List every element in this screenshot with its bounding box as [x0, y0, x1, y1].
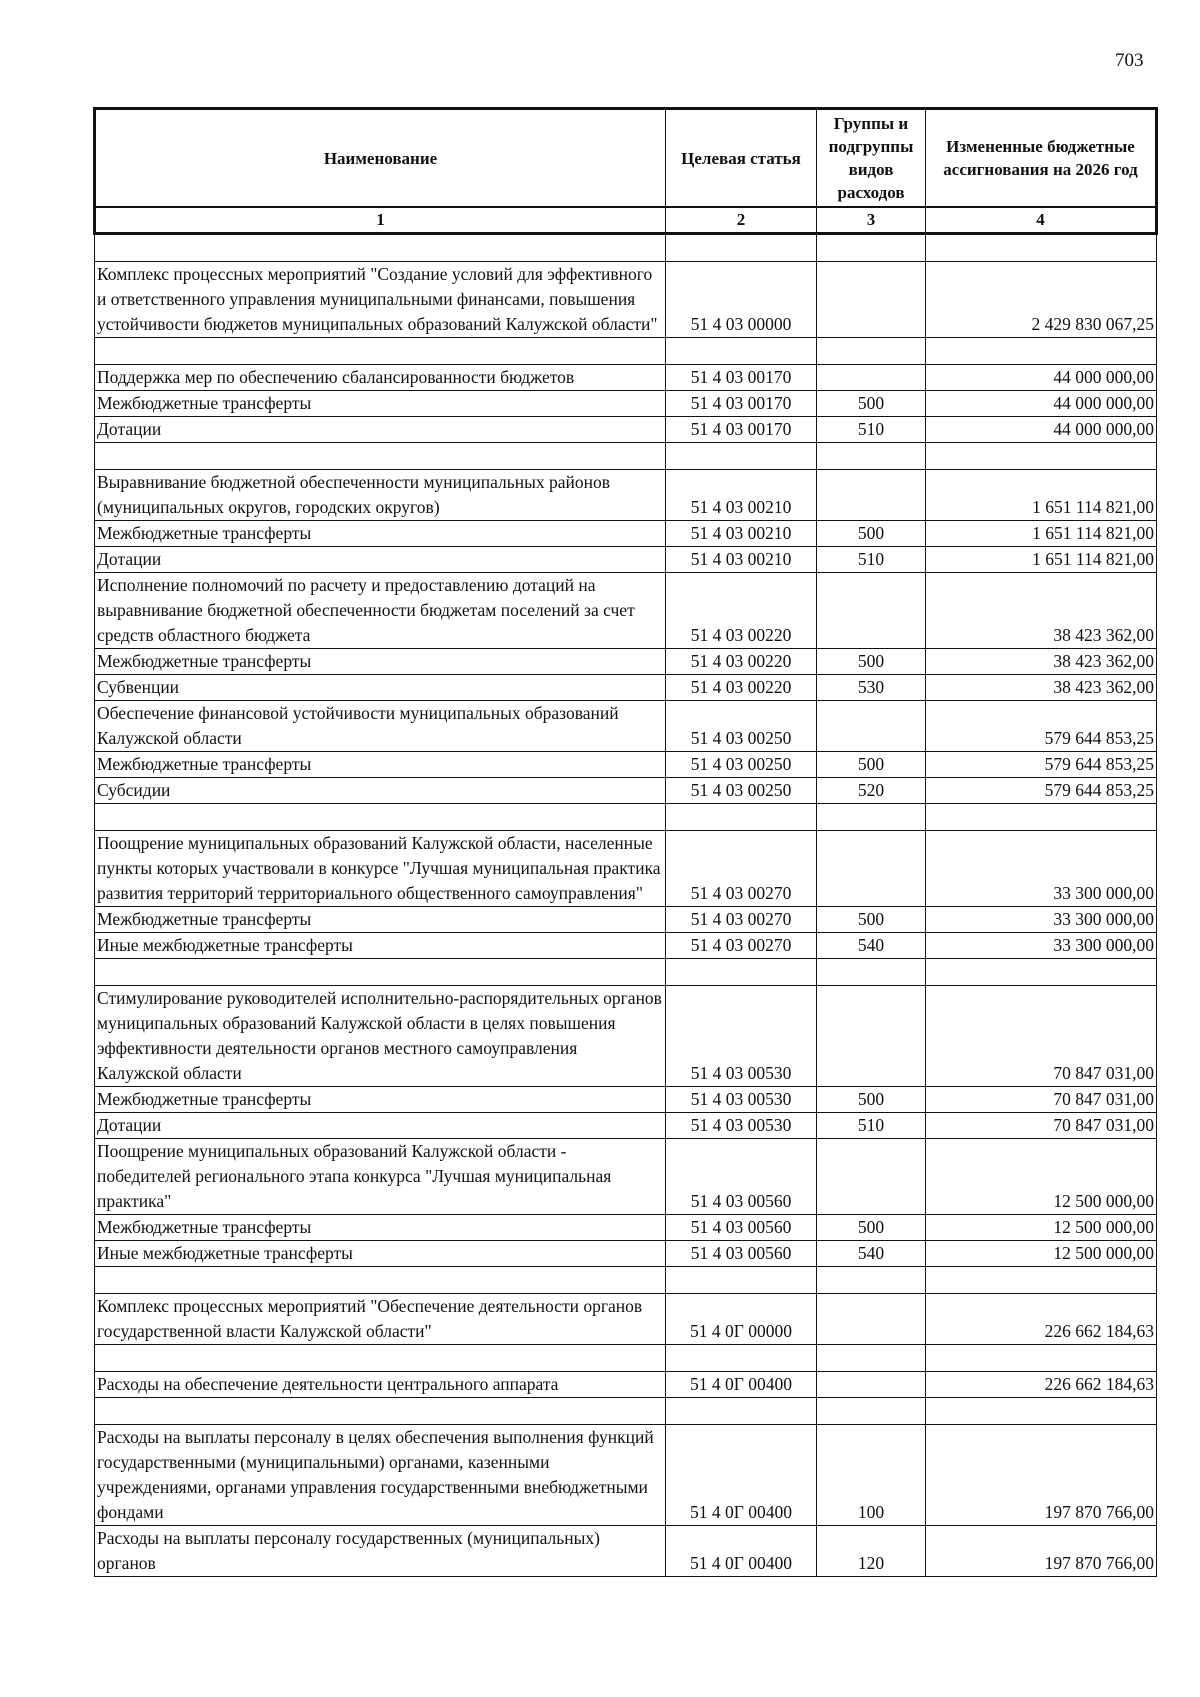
row-target-article: 51 4 03 00250	[666, 701, 817, 752]
row-amount: 226 662 184,63	[926, 1294, 1157, 1345]
row-name: Комплекс процессных мероприятий "Создание условий для эффективного и ответственного управления муниципальными финансами, повышения устойчивости бюджетов муниципальных образований Калужской области"	[95, 262, 666, 338]
table-row	[95, 1425, 1157, 1526]
row-target-article: 51 4 03 00530	[666, 986, 817, 1087]
row-expense-group: 500	[817, 752, 926, 778]
row-spacer	[95, 1398, 1157, 1425]
row-name: Поощрение муниципальных образований Калужской области, населенные пункты которых участвовали в конкурсе "Лучшая муниципальная практика развития территорий территориального общественного самоуправления"	[95, 831, 666, 907]
row-amount: 226 662 184,63	[926, 1372, 1157, 1398]
row-name: Выравнивание бюджетной обеспеченности муниципальных районов (муниципальных округов, городских округов)	[95, 470, 666, 521]
spacer-cell	[926, 234, 1157, 262]
row-name: Комплекс процессных мероприятий "Обеспечение деятельности органов государственной власти Калужской области"	[95, 1294, 666, 1345]
row-name: Межбюджетные трансферты	[95, 907, 666, 933]
table-row	[95, 933, 1157, 959]
row-name: Исполнение полномочий по расчету и предоставлению дотаций на выравнивание бюджетной обеспеченности бюджетам поселений за счет средств областного бюджета	[95, 573, 666, 649]
row-expense-group: 500	[817, 649, 926, 675]
row-target-article: 51 4 03 00210	[666, 547, 817, 573]
table-row	[95, 1087, 1157, 1113]
row-expense-group: 100	[817, 1425, 926, 1526]
table-row	[95, 470, 1157, 521]
spacer-cell	[817, 1398, 926, 1425]
spacer-cell	[926, 338, 1157, 365]
spacer-cell	[95, 234, 666, 262]
row-amount: 1 651 114 821,00	[926, 521, 1157, 547]
table-row	[95, 573, 1157, 649]
row-expense-group	[817, 986, 926, 1087]
row-amount: 12 500 000,00	[926, 1241, 1157, 1267]
row-expense-group	[817, 365, 926, 391]
header-allocations: Измененные бюджетные ассигнования на 2026 год	[926, 109, 1157, 208]
header-name: Наименование	[95, 109, 666, 208]
row-target-article: 51 4 03 00210	[666, 521, 817, 547]
table-row	[95, 391, 1157, 417]
row-amount: 12 500 000,00	[926, 1215, 1157, 1241]
header-target-article: Целевая статья	[666, 109, 817, 208]
row-name: Межбюджетные трансферты	[95, 1215, 666, 1241]
table-row	[95, 986, 1157, 1087]
spacer-cell	[95, 338, 666, 365]
row-expense-group: 500	[817, 391, 926, 417]
row-expense-group: 120	[817, 1526, 926, 1577]
row-spacer	[95, 1345, 1157, 1372]
spacer-cell	[817, 234, 926, 262]
spacer-cell	[817, 1267, 926, 1294]
spacer-cell	[817, 338, 926, 365]
row-expense-group	[817, 701, 926, 752]
row-expense-group	[817, 573, 926, 649]
row-amount: 12 500 000,00	[926, 1139, 1157, 1215]
row-target-article: 51 4 03 00250	[666, 752, 817, 778]
row-name: Межбюджетные трансферты	[95, 391, 666, 417]
row-target-article: 51 4 03 00530	[666, 1113, 817, 1139]
row-name: Дотации	[95, 1113, 666, 1139]
row-amount: 2 429 830 067,25	[926, 262, 1157, 338]
row-expense-group: 500	[817, 1215, 926, 1241]
budget-table	[93, 107, 1158, 1577]
table-row	[95, 1139, 1157, 1215]
row-name: Дотации	[95, 547, 666, 573]
row-expense-group: 510	[817, 547, 926, 573]
table-row	[95, 701, 1157, 752]
row-target-article: 51 4 03 00220	[666, 573, 817, 649]
spacer-cell	[817, 1345, 926, 1372]
spacer-cell	[666, 804, 817, 831]
row-amount: 44 000 000,00	[926, 417, 1157, 443]
row-name: Расходы на обеспечение деятельности центрального аппарата	[95, 1372, 666, 1398]
table-header	[95, 109, 1157, 234]
spacer-cell	[926, 804, 1157, 831]
row-name: Иные межбюджетные трансферты	[95, 1241, 666, 1267]
row-amount: 44 000 000,00	[926, 365, 1157, 391]
spacer-cell	[926, 1345, 1157, 1372]
row-amount: 33 300 000,00	[926, 907, 1157, 933]
row-amount: 197 870 766,00	[926, 1526, 1157, 1577]
row-name: Межбюджетные трансферты	[95, 521, 666, 547]
spacer-cell	[666, 1267, 817, 1294]
row-name: Межбюджетные трансферты	[95, 649, 666, 675]
table-row	[95, 831, 1157, 907]
row-name: Межбюджетные трансферты	[95, 1087, 666, 1113]
row-target-article: 51 4 03 00210	[666, 470, 817, 521]
row-amount: 38 423 362,00	[926, 573, 1157, 649]
row-target-article: 51 4 03 00270	[666, 933, 817, 959]
row-spacer	[95, 1267, 1157, 1294]
row-target-article: 51 4 03 00560	[666, 1241, 817, 1267]
row-name: Обеспечение финансовой устойчивости муниципальных образований Калужской области	[95, 701, 666, 752]
row-target-article: 51 4 03 00270	[666, 907, 817, 933]
table-row	[95, 907, 1157, 933]
row-amount: 1 651 114 821,00	[926, 470, 1157, 521]
row-expense-group: 510	[817, 417, 926, 443]
row-name: Расходы на выплаты персоналу государственных (муниципальных) органов	[95, 1526, 666, 1577]
row-amount: 38 423 362,00	[926, 675, 1157, 701]
spacer-cell	[95, 1267, 666, 1294]
row-name: Межбюджетные трансферты	[95, 752, 666, 778]
spacer-cell	[95, 1398, 666, 1425]
row-name: Субсидии	[95, 778, 666, 804]
spacer-cell	[926, 443, 1157, 470]
row-target-article: 51 4 03 00220	[666, 649, 817, 675]
spacer-cell	[95, 804, 666, 831]
table-row	[95, 778, 1157, 804]
row-name: Поощрение муниципальных образований Калужской области - победителей регионального этапа конкурса "Лучшая муниципальная практика"	[95, 1139, 666, 1215]
row-target-article: 51 4 03 00560	[666, 1139, 817, 1215]
spacer-cell	[926, 1398, 1157, 1425]
row-expense-group	[817, 831, 926, 907]
row-name: Поддержка мер по обеспечению сбалансированности бюджетов	[95, 365, 666, 391]
row-expense-group	[817, 1294, 926, 1345]
row-target-article: 51 4 03 00170	[666, 365, 817, 391]
row-target-article: 51 4 03 00170	[666, 391, 817, 417]
row-amount: 579 644 853,25	[926, 752, 1157, 778]
row-spacer	[95, 804, 1157, 831]
row-expense-group: 520	[817, 778, 926, 804]
row-target-article: 51 4 03 00000	[666, 262, 817, 338]
row-expense-group	[817, 1372, 926, 1398]
header-expense-groups: Группы и подгруппы видов расходов	[817, 109, 926, 208]
row-name: Иные межбюджетные трансферты	[95, 933, 666, 959]
row-target-article: 51 4 0Г 00400	[666, 1526, 817, 1577]
table-row	[95, 262, 1157, 338]
row-amount: 70 847 031,00	[926, 1087, 1157, 1113]
row-expense-group: 500	[817, 521, 926, 547]
row-target-article: 51 4 03 00270	[666, 831, 817, 907]
row-amount: 70 847 031,00	[926, 1113, 1157, 1139]
row-expense-group: 530	[817, 675, 926, 701]
header-num-2: 2	[666, 207, 817, 234]
row-expense-group: 540	[817, 1241, 926, 1267]
row-expense-group	[817, 1139, 926, 1215]
row-expense-group: 500	[817, 907, 926, 933]
spacer-cell	[817, 959, 926, 986]
table-row	[95, 1294, 1157, 1345]
row-target-article: 51 4 0Г 00000	[666, 1294, 817, 1345]
table-row	[95, 1215, 1157, 1241]
row-expense-group	[817, 262, 926, 338]
row-target-article: 51 4 03 00530	[666, 1087, 817, 1113]
table-row	[95, 417, 1157, 443]
row-amount: 579 644 853,25	[926, 778, 1157, 804]
row-amount: 44 000 000,00	[926, 391, 1157, 417]
row-name: Субвенции	[95, 675, 666, 701]
row-amount: 38 423 362,00	[926, 649, 1157, 675]
row-spacer	[95, 959, 1157, 986]
spacer-cell	[666, 234, 817, 262]
row-target-article: 51 4 0Г 00400	[666, 1425, 817, 1526]
row-name: Дотации	[95, 417, 666, 443]
row-name: Расходы на выплаты персоналу в целях обеспечения выполнения функций государственными (муниципальными) органами, казенными учреждениями, органами управления государственными внебюджетными фондами	[95, 1425, 666, 1526]
row-expense-group: 540	[817, 933, 926, 959]
spacer-cell	[95, 443, 666, 470]
row-target-article: 51 4 03 00170	[666, 417, 817, 443]
header-num-4: 4	[926, 207, 1157, 234]
table-row	[95, 1241, 1157, 1267]
row-expense-group: 500	[817, 1087, 926, 1113]
table-row	[95, 1372, 1157, 1398]
header-num-3: 3	[817, 207, 926, 234]
spacer-cell	[817, 443, 926, 470]
table-row	[95, 752, 1157, 778]
row-expense-group: 510	[817, 1113, 926, 1139]
row-amount: 1 651 114 821,00	[926, 547, 1157, 573]
table-row	[95, 547, 1157, 573]
spacer-cell	[666, 959, 817, 986]
row-expense-group	[817, 470, 926, 521]
spacer-cell	[95, 959, 666, 986]
table-row	[95, 675, 1157, 701]
table-row	[95, 1113, 1157, 1139]
table-row	[95, 1526, 1157, 1577]
row-amount: 33 300 000,00	[926, 933, 1157, 959]
spacer-cell	[666, 338, 817, 365]
page-number: 703	[1115, 50, 1144, 71]
row-spacer	[95, 338, 1157, 365]
row-amount: 197 870 766,00	[926, 1425, 1157, 1526]
row-target-article: 51 4 03 00560	[666, 1215, 817, 1241]
spacer-cell	[926, 1267, 1157, 1294]
row-spacer	[95, 443, 1157, 470]
spacer-cell	[666, 443, 817, 470]
header-num-1: 1	[95, 207, 666, 234]
row-target-article: 51 4 0Г 00400	[666, 1372, 817, 1398]
spacer-cell	[926, 959, 1157, 986]
row-amount: 33 300 000,00	[926, 831, 1157, 907]
row-name: Стимулирование руководителей исполнительно-распорядительных органов муниципальных образований Калужской области в целях повышения эффективности деятельности органов местного самоуправления Калужской области	[95, 986, 666, 1087]
spacer-cell	[95, 1345, 666, 1372]
table-body	[95, 234, 1157, 1577]
spacer-cell	[666, 1345, 817, 1372]
spacer-cell	[817, 804, 926, 831]
row-amount: 70 847 031,00	[926, 986, 1157, 1087]
spacer-cell	[666, 1398, 817, 1425]
table-row	[95, 649, 1157, 675]
table-row	[95, 365, 1157, 391]
row-target-article: 51 4 03 00220	[666, 675, 817, 701]
row-target-article: 51 4 03 00250	[666, 778, 817, 804]
table-row	[95, 521, 1157, 547]
row-amount: 579 644 853,25	[926, 701, 1157, 752]
row-spacer	[95, 234, 1157, 262]
